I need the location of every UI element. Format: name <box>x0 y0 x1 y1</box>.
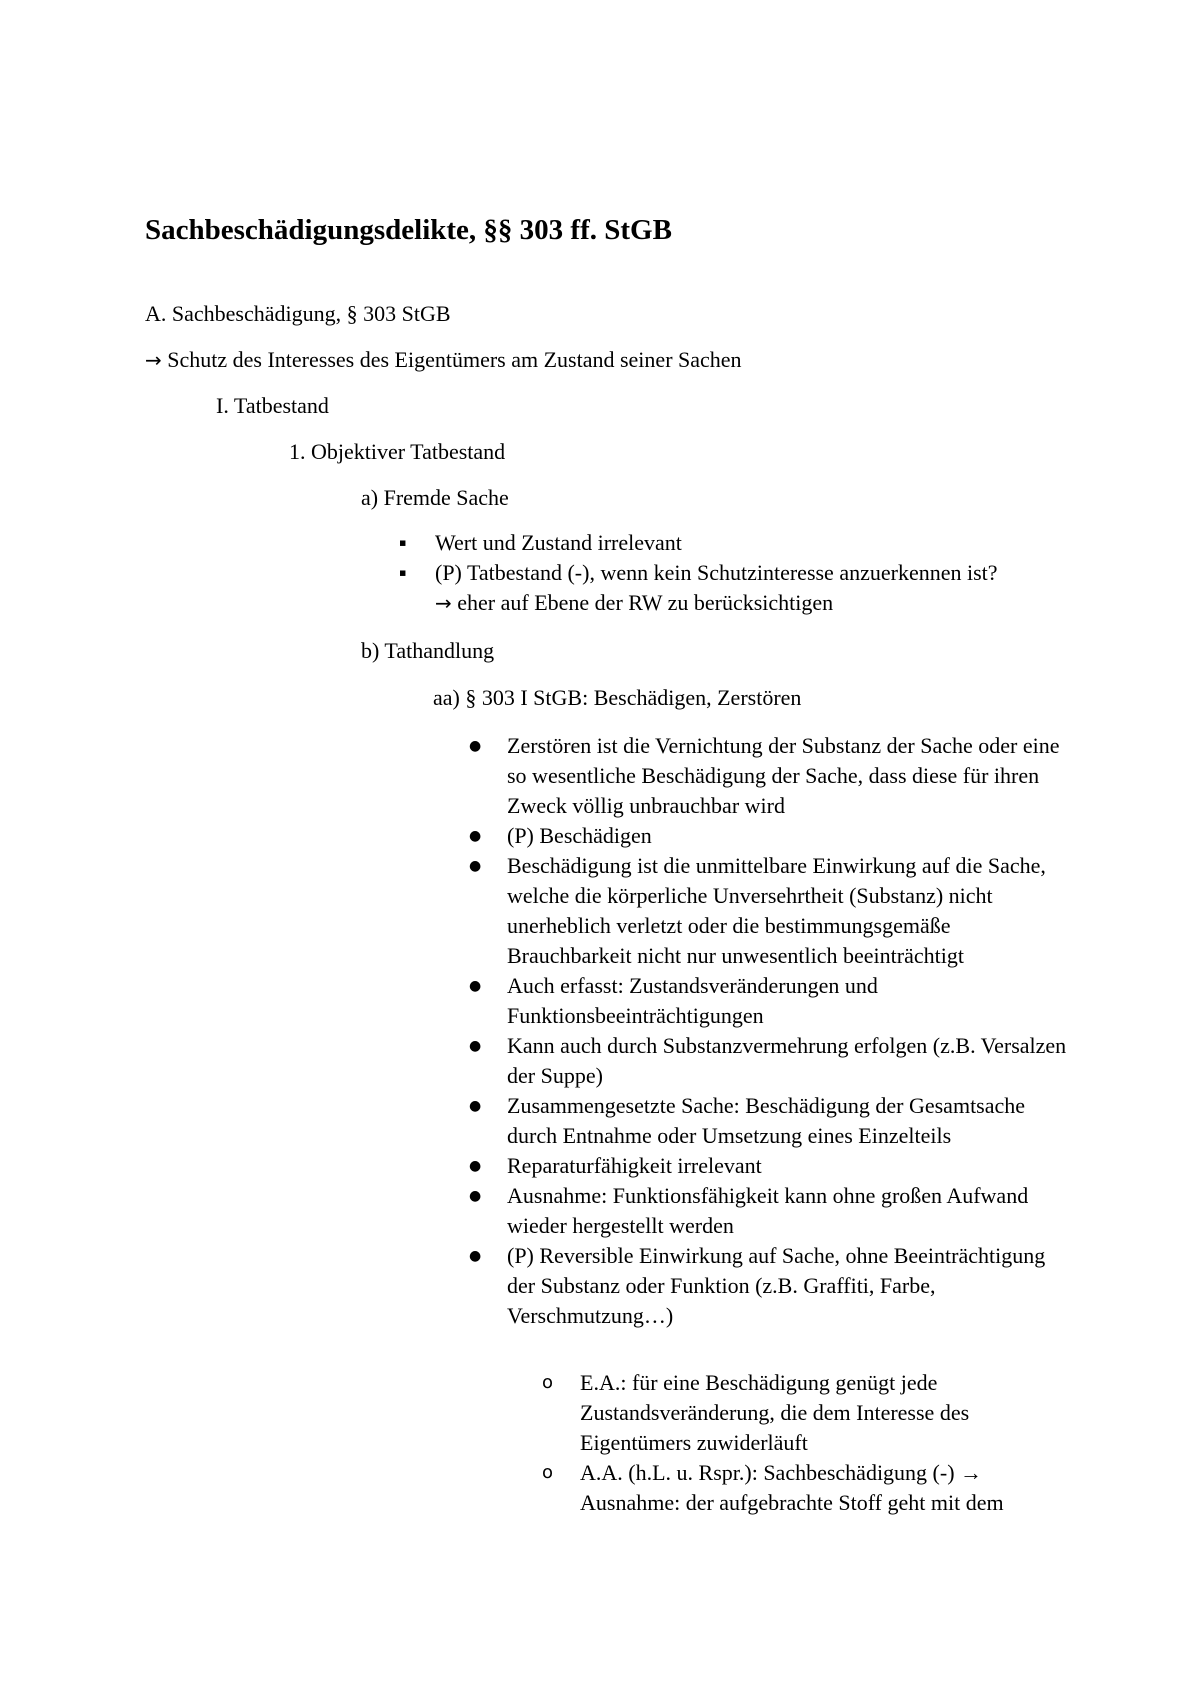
list-item <box>469 1031 1067 1091</box>
list-item-text: (P) Reversible Einwirkung auf Sache, ohne Beeinträchtigung der Substanz oder Funktion (z.B. Graffiti, Farbe, Verschmutzung…) <box>507 1243 1046 1328</box>
dot-bullet-icon: ● <box>469 1038 482 1054</box>
list-item-text: Auch erfasst: Zustandsveränderungen und Funktionsbeeinträchtigungen <box>507 973 878 1028</box>
dot-bullet-icon: ● <box>469 1158 482 1174</box>
protection-text: Schutz des Interesses des Eigentümers am Zustand seiner Sachen <box>167 347 742 372</box>
list-item <box>469 971 1067 1031</box>
list-item-text: E.A.: für eine Beschädigung genügt jede Zustandsveränderung, die dem Interesse des Eigentümers zuwiderläuft <box>580 1370 970 1455</box>
circle-bullet-icon: o <box>542 1372 554 1393</box>
list-item-text: A.A. (h.L. u. Rspr.): Sachbeschädigung (-) → Ausnahme: der aufgebrachte Stoff geht mit dem <box>580 1460 1004 1515</box>
list-item-text: Wert und Zustand irrelevant <box>435 530 682 555</box>
dot-bullet-icon: ● <box>469 828 482 844</box>
list-item <box>469 1151 1067 1181</box>
list-item <box>469 1181 1067 1241</box>
heading-beschaedigen-zerstoeren: aa) § 303 I StGB: Beschädigen, Zerstören <box>433 685 802 710</box>
list-item-text: (P) Tatbestand (-), wenn kein Schutzinteresse anzuerkennen ist? <box>435 560 998 585</box>
list-item <box>542 1368 1060 1458</box>
list-item-text: Beschädigung ist die unmittelbare Einwirkung auf die Sache, welche die körperliche Unversehrtheit (Substanz) nicht unerheblich verletzt oder die bestimmungsgemäße Brauchbarkeit nicht nur unwesentlich beeinträchtigt <box>507 853 1046 968</box>
list-item <box>469 851 1067 971</box>
protection-statement <box>145 345 742 375</box>
list-item-text: Zusammengesetzte Sache: Beschädigung der Gesamtsache durch Entnahme oder Umsetzung eines Einzelteils <box>507 1093 1026 1148</box>
square-bullet-icon: ▪ <box>399 536 407 549</box>
list-item-text: Kann auch durch Substanzvermehrung erfolgen (z.B. Versalzen der Suppe) <box>507 1033 1067 1088</box>
dot-bullet-icon: ● <box>469 978 482 994</box>
list-item <box>399 528 1075 558</box>
list-item-text: Zerstören ist die Vernichtung der Substanz der Sache oder eine so wesentliche Beschädigung der Sache, dass diese für ihren Zweck völlig unbrauchbar wird <box>507 733 1060 818</box>
heading-fremde-sache: a) Fremde Sache <box>361 485 509 510</box>
tathandlung-list <box>469 731 1067 1331</box>
heading-section-a: A. Sachbeschädigung, § 303 StGB <box>145 301 451 326</box>
fremde-sache-list <box>399 528 1075 618</box>
dot-bullet-icon: ● <box>469 1248 482 1264</box>
dot-bullet-icon: ● <box>469 1188 482 1204</box>
list-item <box>469 1241 1067 1331</box>
dot-bullet-icon: ● <box>469 858 482 874</box>
heading-tathandlung: b) Tathandlung <box>361 638 495 663</box>
list-item-text: Reparaturfähigkeit irrelevant <box>507 1153 762 1178</box>
list-item-text: (P) Beschädigen <box>507 823 652 848</box>
arrow-right-icon: → <box>145 348 162 372</box>
dot-bullet-icon: ● <box>469 738 482 754</box>
heading-tatbestand: I. Tatbestand <box>216 393 329 418</box>
list-item <box>399 558 1075 618</box>
list-item-followup-text: eher auf Ebene der RW zu berücksichtigen <box>457 590 834 615</box>
circle-bullet-icon: o <box>542 1462 554 1483</box>
document-title: Sachbeschädigungsdelikte, §§ 303 ff. StGB <box>145 214 672 246</box>
list-item-text: Ausnahme: Funktionsfähigkeit kann ohne großen Aufwand wieder hergestellt werden <box>507 1183 1029 1238</box>
opinion-list <box>542 1368 1060 1518</box>
list-item <box>469 821 1067 851</box>
dot-bullet-icon: ● <box>469 1098 482 1114</box>
square-bullet-icon: ▪ <box>399 566 407 579</box>
list-item <box>469 731 1067 821</box>
list-item <box>469 1091 1067 1151</box>
arrow-right-icon: → <box>435 591 452 615</box>
heading-objektiver-tatbestand: 1. Objektiver Tatbestand <box>289 439 506 464</box>
list-item <box>542 1458 1060 1518</box>
